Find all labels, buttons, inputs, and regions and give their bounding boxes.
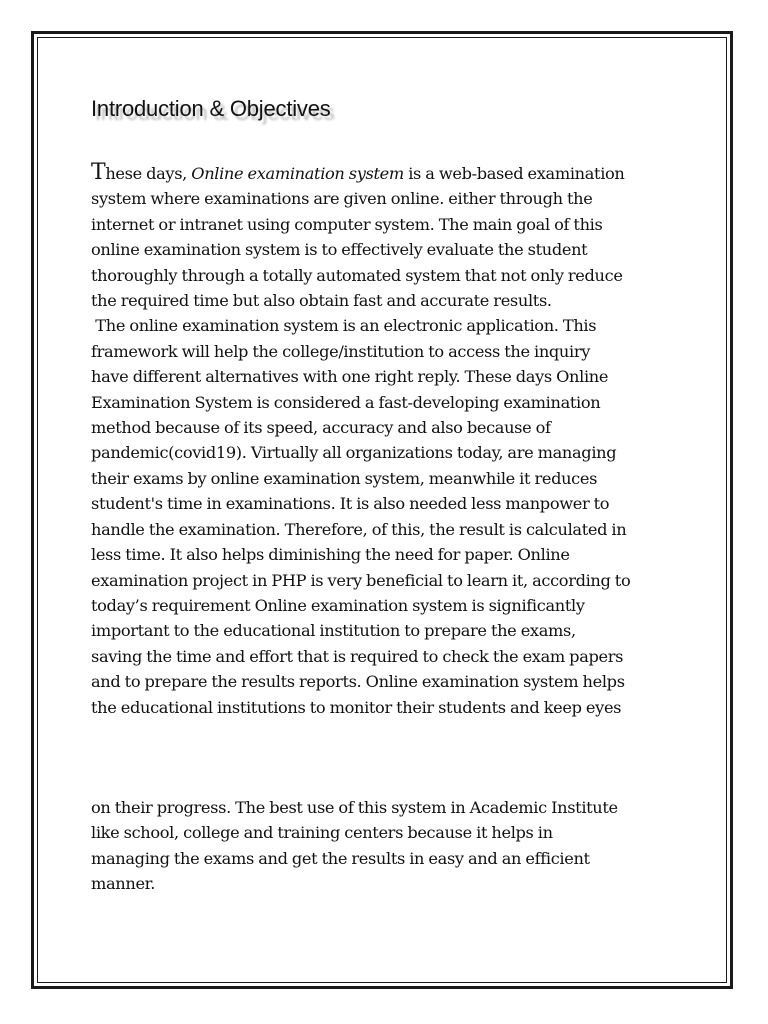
text-line: their exams by online examination system, meanwhile it reduces bbox=[91, 468, 598, 488]
section-heading: Introduction & Objectives bbox=[91, 96, 331, 121]
text-line: student's time in examinations. It is also needed less manpower to bbox=[91, 494, 610, 514]
text-line: The online examination system is an electronic application. This bbox=[91, 316, 597, 336]
text-line: the required time but also obtain fast and accurate results. bbox=[91, 291, 552, 311]
text-line: handle the examination. Therefore, of this, the result is calculated in bbox=[91, 519, 627, 539]
first-letter: T bbox=[91, 160, 106, 185]
text-line: on their progress. The best use of this system in Academic Institute bbox=[91, 798, 618, 817]
text-line: internet or intranet using computer system. The main goal of this bbox=[91, 214, 603, 234]
text-line: system where examinations are given online. either through the bbox=[91, 189, 593, 209]
text-line: less time. It also helps diminishing the need for paper. Online bbox=[91, 545, 570, 565]
body-paragraph-2 bbox=[91, 795, 691, 897]
text-line: today’s requirement Online examination system is significantly bbox=[91, 595, 585, 615]
text-line bbox=[91, 160, 691, 186]
text-line: managing the exams and get the results in easy and an efficient bbox=[91, 848, 590, 868]
line-rest: is a web-based examination bbox=[408, 164, 625, 183]
text-line: method because of its speed, accuracy and also because of bbox=[91, 418, 551, 438]
text-line: and to prepare the results reports. Online examination system helps bbox=[91, 672, 625, 692]
italic-term: Online examination system bbox=[191, 164, 404, 183]
text-line: online examination system is to effectively evaluate the student bbox=[91, 240, 588, 260]
text-line: have different alternatives with one right reply. These days Online bbox=[91, 367, 609, 387]
text-line: Examination System is considered a fast-developing examination bbox=[91, 392, 601, 412]
text-line: framework will help the college/institution to access the inquiry bbox=[91, 341, 591, 361]
text-line: manner. bbox=[91, 874, 156, 894]
text-line: important to the educational institution to prepare the exams, bbox=[91, 621, 576, 641]
text-line: the educational institutions to monitor their students and keep eyes bbox=[91, 697, 622, 717]
lead-text: hese days, bbox=[105, 164, 187, 183]
text-line: saving the time and effort that is required to check the exam papers bbox=[91, 646, 624, 666]
text-line: thoroughly through a totally automated system that not only reduce bbox=[91, 265, 623, 285]
text-line: like school, college and training centers because it helps in bbox=[91, 823, 553, 843]
body-paragraph-1 bbox=[91, 160, 691, 720]
text-line: examination project in PHP is very beneficial to learn it, according to bbox=[91, 570, 631, 590]
text-line: pandemic(covid19). Virtually all organizations today, are managing bbox=[91, 443, 617, 463]
